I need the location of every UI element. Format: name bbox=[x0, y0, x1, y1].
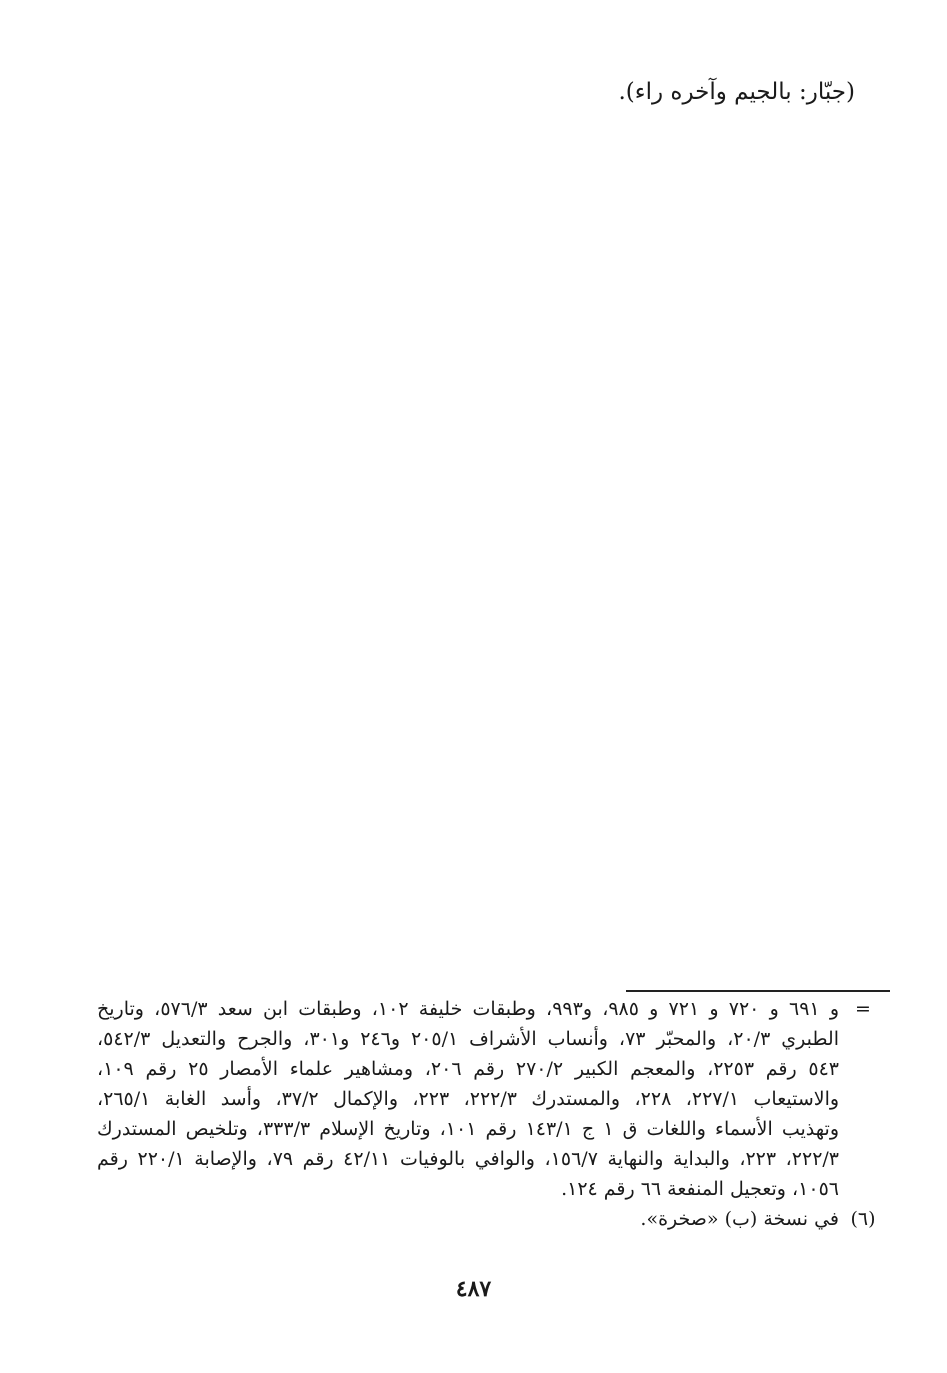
footnotes bbox=[97, 994, 887, 1234]
footnote-line: و ٦٩١ و ٧٢٠ و ٧٢١ و ٩٨٥، و٩٩٣، وطبقات خليفة ١٠٢، وطبقات ابن سعد ٥٧٦/٣، وتاريخ bbox=[97, 998, 839, 1020]
footnote-continuation-body bbox=[97, 994, 839, 1204]
footnote-6-text: في نسخة (ب) «صخرة». bbox=[640, 1208, 839, 1230]
footnote-6-marker: (٦) bbox=[850, 1208, 876, 1230]
footnote-line: ١٠٥٦، وتعجيل المنفعة ٦٦ رقم ١٢٤. bbox=[561, 1178, 839, 1200]
footnote-line: والاستيعاب ٢٢٧/١، ٢٢٨، والمستدرك ٢٢٢/٣، ٢٢٣، والإكمال ٣٧/٢، وأسد الغابة ٢٦٥/١، bbox=[97, 1088, 839, 1110]
footnote-continuation bbox=[97, 994, 887, 1204]
footnote-separator bbox=[626, 990, 890, 992]
footnote-line: ٢٢٢/٣، ٢٢٣، والبداية والنهاية ١٥٦/٧، والوافي بالوفيات ٤٢/١١ رقم ٧٩، والإصابة ٢٢٠/١ رقم bbox=[97, 1148, 839, 1170]
footnote-6 bbox=[97, 1204, 887, 1234]
main-text-line: (جبّار: بالجيم وآخره راء). bbox=[618, 79, 855, 105]
continuation-marker: = bbox=[855, 998, 871, 1020]
footnote-line: الطبري ٢٠/٣، والمحبّر ٧٣، وأنساب الأشراف ٢٠٥/١ و٢٤٦ و٣٠١، والجرح والتعديل ٥٤٢/٣، bbox=[97, 1028, 839, 1050]
footnote-line: وتهذيب الأسماء واللغات ق ١ ج ١٤٣/١ رقم ١٠١، وتاريخ الإسلام ٣٣٣/٣، وتلخيص المستدرك bbox=[97, 1118, 839, 1140]
page-number: ٤٨٧ bbox=[455, 1276, 492, 1302]
footnote-line: ٥٤٣ رقم ٢٢٥٣، والمعجم الكبير ٢٧٠/٢ رقم ٢٠٦، ومشاهير علماء الأمصار ٢٥ رقم ١٠٩، bbox=[97, 1058, 839, 1080]
